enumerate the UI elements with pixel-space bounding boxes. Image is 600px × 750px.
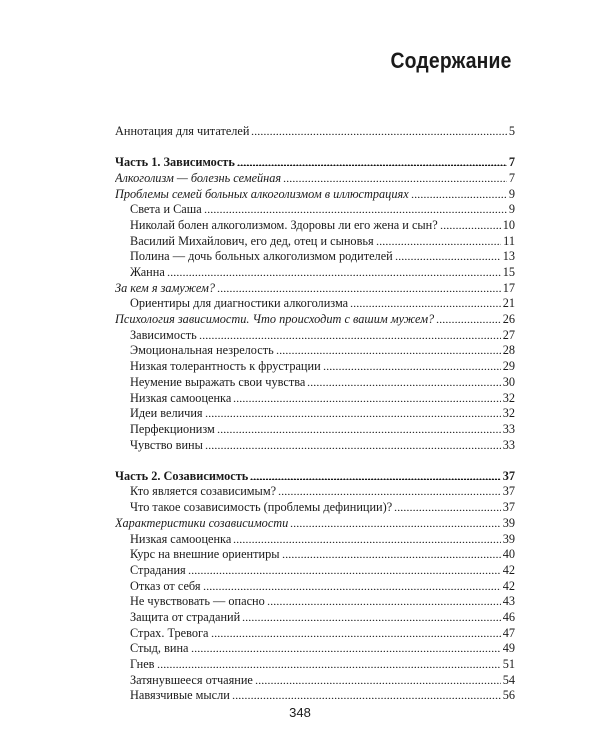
toc-entry-title: Стыд, вина — [130, 641, 189, 656]
dot-leader — [267, 595, 501, 605]
toc-subentry[interactable] — [115, 484, 515, 500]
toc-subentry[interactable] — [115, 343, 515, 359]
toc-part-2[interactable] — [115, 469, 515, 485]
toc-entry-title: Эмоциональная незрелость — [130, 343, 274, 358]
toc-entry-title: Василий Михайлович, его дед, отец и сыновья — [130, 233, 374, 248]
toc-subentry[interactable] — [115, 500, 515, 516]
toc-entry-page: 32 — [502, 390, 515, 405]
toc-entry-title: Затянувшееся отчаяние — [130, 672, 253, 687]
toc-entry-page: 37 — [502, 484, 515, 499]
toc-entry-page: 10 — [502, 217, 515, 232]
dot-leader — [167, 266, 501, 276]
toc-entry-page: 49 — [502, 641, 515, 656]
dot-leader — [191, 642, 501, 652]
toc-entry-title: Проблемы семей больных алкоголизмом в иллюстрациях — [115, 186, 409, 201]
toc-subentry[interactable] — [115, 657, 515, 673]
toc-entry-page: 11 — [503, 233, 515, 248]
toc-entry-title: Характеристики созависимости — [115, 515, 289, 530]
dot-leader — [233, 392, 500, 402]
dot-leader — [276, 344, 501, 354]
toc-entry-page: 26 — [502, 312, 515, 327]
toc-subentry[interactable] — [115, 265, 515, 281]
toc-subentry[interactable] — [115, 375, 515, 391]
toc-entry-page: 32 — [502, 406, 515, 421]
dot-leader — [233, 533, 500, 543]
dot-leader — [283, 172, 507, 182]
toc-entry[interactable] — [115, 312, 515, 328]
dot-leader — [211, 627, 501, 637]
table-of-contents — [115, 124, 515, 704]
dot-leader — [157, 658, 501, 668]
toc-entry[interactable] — [115, 516, 515, 532]
toc-subentry[interactable] — [115, 547, 515, 563]
dot-leader — [205, 439, 501, 449]
toc-subentry[interactable] — [115, 641, 515, 657]
toc-entry-page: 15 — [502, 265, 515, 279]
toc-entry-title: За кем я замужем? — [115, 280, 215, 295]
toc-subentry[interactable] — [115, 328, 515, 344]
toc-part-page: 7 — [508, 155, 515, 170]
toc-entry-title: Низкая толерантность к фрустрации — [130, 359, 321, 374]
page-number: 348 — [289, 705, 311, 720]
toc-subentry[interactable] — [115, 594, 515, 610]
toc-subentry[interactable] — [115, 391, 515, 407]
toc-subentry[interactable] — [115, 532, 515, 548]
toc-subentry[interactable] — [115, 406, 515, 422]
dot-leader — [282, 548, 501, 558]
toc-entry-page: 42 — [502, 562, 515, 577]
toc-entry-title: Низкая самооценка — [130, 390, 232, 405]
toc-entry-page: 47 — [502, 625, 515, 640]
toc-entry-page: 5 — [508, 124, 515, 138]
dot-leader — [251, 125, 506, 135]
toc-entry-page: 54 — [502, 672, 515, 687]
toc-subentry[interactable] — [115, 249, 515, 265]
toc-entry-title: Кто является созависимым? — [130, 484, 277, 499]
toc-entry-title: Что такое созависимость (проблемы дефиниции)? — [130, 500, 393, 515]
dot-leader — [278, 485, 501, 495]
toc-subentry[interactable] — [115, 218, 515, 234]
toc-subentry[interactable] — [115, 673, 515, 689]
toc-entry-title: Курс на внешние ориентиры — [130, 547, 280, 562]
toc-entry-page: 7 — [508, 170, 515, 185]
dot-leader — [290, 517, 500, 527]
toc-entry-title: Идеи величия — [130, 406, 203, 421]
toc-part-title: Часть 2. Созависимость — [115, 468, 249, 483]
dot-leader — [411, 188, 507, 198]
toc-entry-page: 9 — [508, 202, 515, 217]
toc-subentry[interactable] — [115, 579, 515, 595]
toc-entry-page: 39 — [502, 531, 515, 546]
toc-entry-title: Страдания — [130, 562, 186, 577]
toc-entry-title: Страх. Тревога — [130, 625, 209, 640]
dot-leader — [376, 235, 502, 245]
toc-entry-page: 42 — [502, 578, 515, 593]
toc-entry-title: Гнев — [130, 657, 155, 671]
toc-entry-title: Зависимость — [130, 327, 197, 342]
toc-entry-title: Полина — дочь больных алкоголизмом родителей — [130, 249, 393, 264]
toc-entry-page: 17 — [502, 280, 515, 295]
toc-entry-title: Психология зависимости. Что происходит с вашим мужем? — [115, 312, 435, 327]
toc-subentry[interactable] — [115, 688, 515, 704]
toc-subentry[interactable] — [115, 563, 515, 579]
toc-part-title: Часть 1. Зависимость — [115, 155, 235, 170]
toc-entry-page: 33 — [502, 421, 515, 436]
toc-subentry[interactable] — [115, 438, 515, 454]
toc-entry-title: Неумение выражать свои чувства — [130, 374, 306, 389]
toc-entry[interactable] — [115, 187, 515, 203]
toc-entry-page: 33 — [502, 437, 515, 452]
dot-leader — [203, 580, 501, 590]
toc-entry-page: 37 — [502, 500, 515, 515]
toc-entry-title: Алкоголизм — болезнь семейная — [115, 170, 282, 185]
toc-entry[interactable] — [115, 281, 515, 297]
dot-leader — [188, 564, 501, 574]
toc-subentry[interactable] — [115, 359, 515, 375]
dot-leader — [394, 501, 501, 511]
dot-leader — [255, 674, 501, 684]
toc-entry-page: 40 — [502, 547, 515, 562]
toc-entry-title: Чувство вины — [130, 437, 203, 452]
page-title: Содержание — [390, 48, 512, 73]
dot-leader — [350, 297, 501, 307]
dot-leader — [199, 329, 501, 339]
toc-entry[interactable] — [115, 171, 515, 187]
dot-leader — [217, 282, 501, 292]
dot-leader — [237, 156, 507, 166]
dot-leader — [204, 203, 507, 213]
toc-subentry[interactable] — [115, 626, 515, 642]
toc-entry-page: 30 — [502, 374, 515, 389]
toc-part-1[interactable] — [115, 155, 515, 171]
toc-entry-title: Низкая самооценка — [130, 531, 232, 546]
toc-entry-intro[interactable] — [115, 124, 515, 140]
toc-entry-title: Перфекционизм — [130, 421, 215, 436]
dot-leader — [395, 250, 501, 260]
dot-leader — [250, 470, 500, 480]
toc-entry-title: Ориентиры для диагностики алкоголизма — [130, 296, 349, 311]
toc-entry-title: Аннотация для читателей — [115, 124, 250, 138]
dot-leader — [436, 313, 501, 323]
toc-entry-title: Не чувствовать — опасно — [130, 594, 265, 609]
toc-part-page: 37 — [502, 468, 515, 483]
dot-leader — [205, 407, 501, 417]
dot-leader — [232, 689, 501, 699]
toc-entry-title: Защита от страданий — [130, 609, 241, 624]
toc-subentry[interactable] — [115, 202, 515, 218]
toc-entry-page: 27 — [502, 327, 515, 342]
toc-entry-page: 9 — [508, 186, 515, 201]
toc-entry-page: 46 — [502, 609, 515, 624]
toc-entry-page: 39 — [502, 515, 515, 530]
toc-entry-page: 51 — [502, 657, 515, 671]
dot-leader — [440, 219, 501, 229]
toc-entry-title: Отказ от себя — [130, 578, 201, 593]
dot-leader — [242, 611, 500, 621]
toc-entry-page: 56 — [502, 688, 515, 703]
toc-subentry[interactable] — [115, 296, 515, 312]
dot-leader — [217, 423, 501, 433]
toc-entry-page: 28 — [502, 343, 515, 358]
toc-entry-page: 13 — [502, 249, 515, 264]
toc-entry-page: 21 — [502, 296, 515, 311]
toc-entry-page: 43 — [502, 594, 515, 609]
toc-subentry[interactable] — [115, 610, 515, 626]
toc-entry-title: Навязчивые мысли — [130, 688, 230, 703]
toc-entry-title: Николай болен алкоголизмом. Здоровы ли его жена и сын? — [130, 217, 438, 232]
dot-leader — [323, 360, 501, 370]
toc-entry-page: 29 — [502, 359, 515, 374]
dot-leader — [307, 376, 500, 386]
toc-subentry[interactable] — [115, 422, 515, 438]
toc-entry-title: Света и Саша — [130, 202, 202, 217]
toc-entry-title: Жанна — [130, 265, 165, 279]
toc-subentry[interactable] — [115, 234, 515, 250]
